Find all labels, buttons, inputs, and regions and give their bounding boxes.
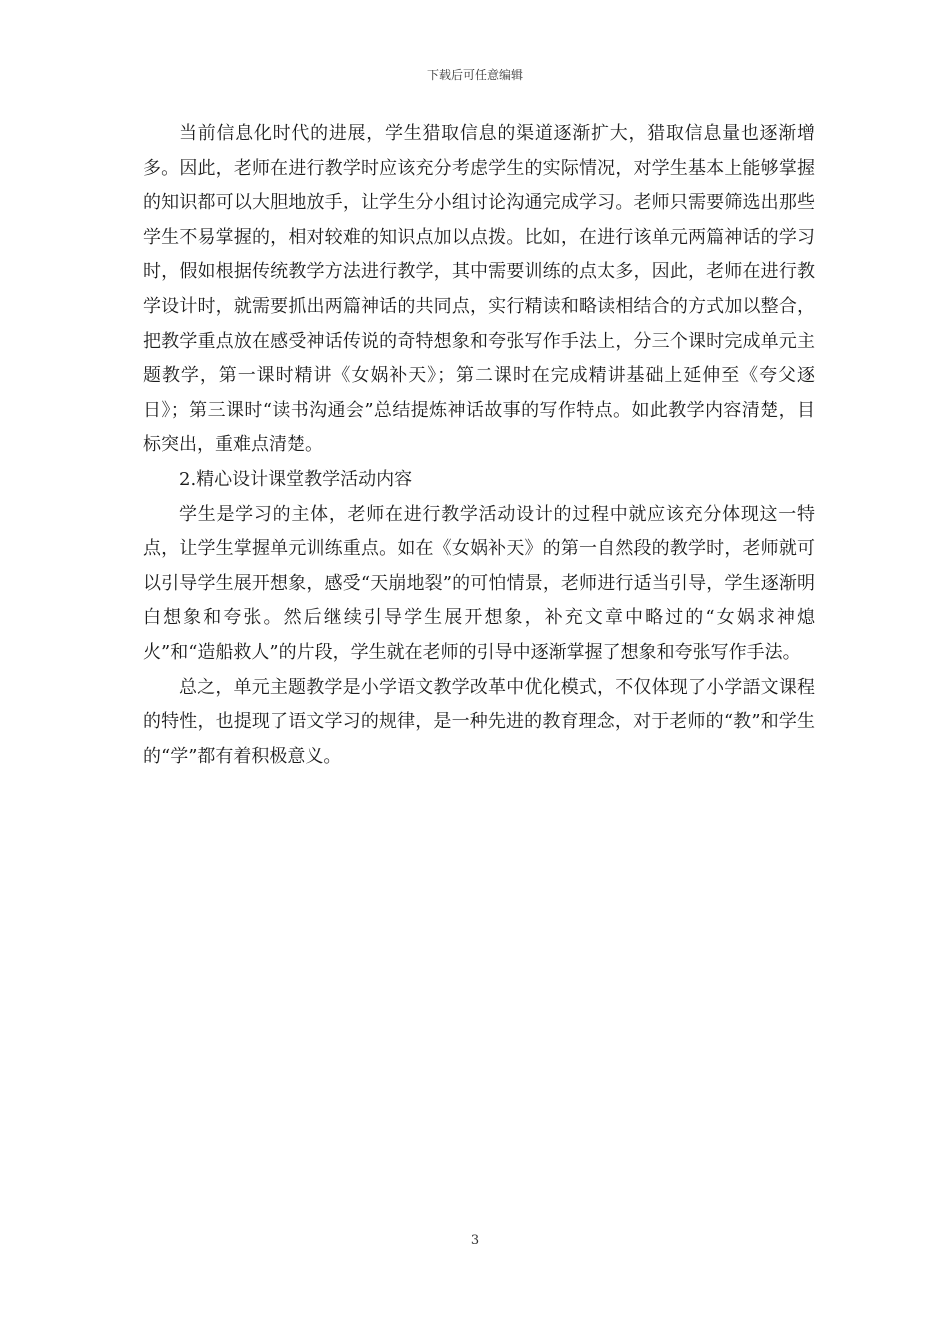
page-header: 下载后可任意编辑 [426,68,523,82]
section-heading-activity-design: 2.精心设计课堂教学活动内容 [179,468,413,490]
page-number: 3 [470,1233,480,1248]
document-body [143,117,815,774]
paragraph-conclusion: 总之，单元主题教学是小学语文教学改革中优化模式，不仅体现了小学語文课程的特性，也提现了语文学习的规律，是一种先进的教育理念，对于老师的“教”和学生的“学”都有着积极意义。 [143,676,815,767]
paragraph-student-subject: 学生是学习的主体，老师在进行教学活动设计的过程中就应该充分体现这一特点，让学生掌握单元训练重点。如在《女娲补天》的第一自然段的教学时，老师就可以引导学生展开想象，感受“天崩地裂”的可怕情景，老师进行适当引导，学生逐渐明白想象和夸张。然后继续引导学生展开想象，补充文章中略过的“女娲求神熄火”和“造船救人”的片段，学生就在老师的引导中逐渐掌握了想象和夸张写作手法。 [143,503,815,663]
paragraph-info-era: 当前信息化时代的进展，学生猎取信息的渠道逐渐扩大，猎取信息量也逐渐增多。因此，老师在进行教学时应该充分考虑学生的实际情况，对学生基本上能够掌握的知识都可以大胆地放手，让学生分小组讨论沟通完成学习。老师只需要筛选出那些学生不易掌握的，相对较难的知识点加以点拨。比如，在进行该单元两篇神话的学习时，假如根据传统教学方法进行教学，其中需要训练的点太多，因此，老师在进行教学设计时，就需要抓出两篇神话的共同点，实行精读和略读相结合的方式加以整合，把教学重点放在感受神话传说的奇特想象和夸张写作手法上，分三个课时完成单元主题教学，第一课时精讲《女娲补天》；第二课时在完成精讲基础上延伸至《夸父逐日》；第三课时“读书沟通会”总结提炼神话故事的写作特点。如此教学内容清楚，目标突出，重难点清楚。 [143,123,815,456]
